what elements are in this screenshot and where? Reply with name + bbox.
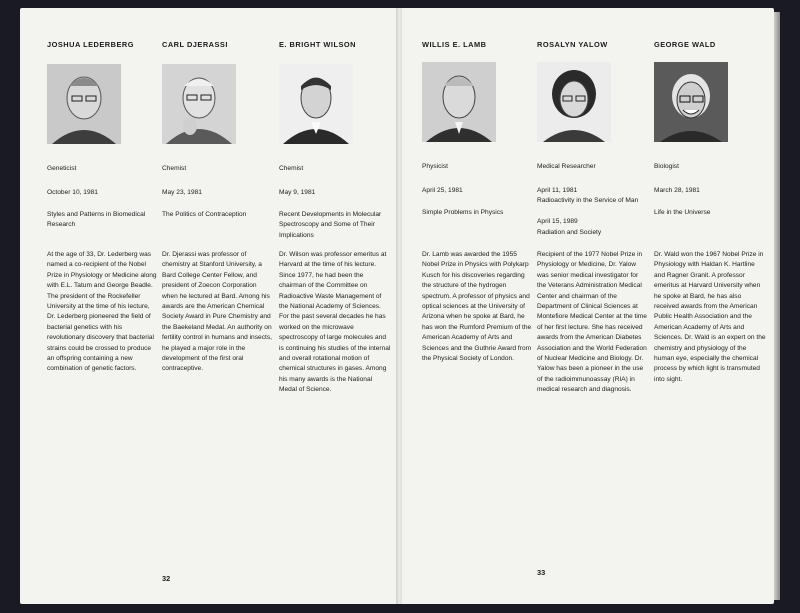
profession: Geneticist bbox=[47, 165, 77, 172]
biography: Dr. Wald won the 1967 Nobel Prize in Physiology with Haldan K. Hartline and Ragner Granit. A professor emeritus at Harvard University when he spoke at Bard, he has also received awards from the American Public Health Association and the American Academy of Arts and Sciences. Dr. Wald is an expert on the chemistry and physiology of the human eye, especially the chemical process by which light is transmuted into sight. bbox=[654, 251, 766, 383]
page-number: 32 bbox=[162, 574, 171, 583]
portrait-photo bbox=[47, 64, 121, 144]
right-page bbox=[402, 8, 774, 604]
biography: Dr. Djerassi was professor of chemistry at Stanford University, a Bard College Center Fellow, and president of Zoecon Corporation when he lectured at Bard. Among his awards are the American Chemical Society Award in Pure Chemistry and the Baekeland Medal. An authority on fertility control in humans and insects, he played a major role in the development of the first oral contraceptive. bbox=[162, 251, 272, 373]
portrait-photo bbox=[537, 62, 611, 142]
left-page bbox=[20, 8, 398, 604]
lecture-date: March 28, 1981 bbox=[654, 187, 700, 194]
portrait-photo bbox=[279, 64, 353, 144]
person-portrait-icon bbox=[279, 64, 353, 144]
profession: Medical Researcher bbox=[537, 163, 596, 170]
biography: At the age of 33, Dr. Lederberg was named a co-recipient of the Nobel Prize in Physiology or Medicine along with E.L. Tatum and George Beadle. The president of the Rockefeller University at the time of his lecture, Dr. Lederberg pioneered the field of bacterial genetics with his revolutionary discovery that bacterial strains could be crossed to produce an offspring containing a new combination of genetic factors. bbox=[47, 251, 157, 373]
lecture-date: May 23, 1981 bbox=[162, 189, 202, 196]
portrait-photo bbox=[162, 64, 236, 144]
portrait-photo bbox=[654, 62, 728, 142]
scientist-name: ROSALYN YALOW bbox=[537, 40, 608, 49]
profession: Chemist bbox=[279, 165, 304, 172]
lecture-date: April 11, 1981 bbox=[537, 187, 578, 194]
page-number: 33 bbox=[537, 568, 546, 577]
scientist-name: GEORGE WALD bbox=[654, 40, 716, 49]
lecture-date: October 10, 1981 bbox=[47, 189, 98, 196]
lecture-date: April 25, 1981 bbox=[422, 187, 463, 194]
lecture-title: Radioactivity in the Service of Man bbox=[537, 197, 639, 205]
scientist-name: CARL DJERASSI bbox=[162, 40, 228, 49]
lecture-date: May 9, 1981 bbox=[279, 189, 316, 196]
lecture-date-second: April 15, 1989 bbox=[537, 218, 578, 226]
biography: Recipient of the 1977 Nobel Prize in Physiology or Medicine, Dr. Yalow was senior medical investigator for the Veterans Administration Medical Center and chairman of the Department of Clinical Sciences at Montefiore Medical Center at the time of her first lecture. She has received awards from the American Diabetes Association and the World Federation of Nuclear Medicine and Biology. Dr. Yalow has been a pioneer in the use of the radioimmunoassay (RIA) in medical research and diagnosis. bbox=[537, 251, 647, 394]
lecture-title-second: Radiation and Society bbox=[537, 228, 602, 236]
page-edge bbox=[774, 12, 780, 600]
lecture-title: Recent Developments in Molecular Spectroscopy and Some of Their Implications bbox=[279, 211, 382, 239]
person-portrait-icon bbox=[47, 64, 121, 144]
portrait-photo bbox=[422, 62, 496, 142]
lecture-title: Styles and Patterns in Biomedical Research bbox=[47, 211, 146, 229]
lecture-title: Life in the Universe bbox=[654, 209, 711, 216]
person-portrait-icon bbox=[162, 64, 236, 144]
biography: Dr. Wilson was professor emeritus at Harvard at the time of his lecture. Since 1977, he had been the chairman of the Committee on Radioactive Waste Management of the National Academy of Sciences. For the past several decades he has worked on the microwave spectroscopy of large molecules and is continuing his studies of the internal and overall rotational motion of chemical structures in gases. Among his many awards is the National Medal of Science. bbox=[279, 251, 391, 394]
biography: Dr. Lamb was awarded the 1955 Nobel Prize in Physics with Polykarp Kusch for his discoveries regarding the structure of the hydrogen spectrum. A professor of physics and optical sciences at the University of Arizona when he spoke at Bard, he has won the Rumford Premium of the American Academy of Arts and Sciences and the Guthrie Award from the Physical Society of London. bbox=[422, 251, 532, 363]
scientist-name: WILLIS E. LAMB bbox=[422, 40, 487, 49]
person-portrait-icon bbox=[422, 62, 496, 142]
person-portrait-icon bbox=[654, 62, 728, 142]
profession: Biologist bbox=[654, 163, 679, 170]
person-portrait-icon bbox=[537, 62, 611, 142]
profession: Chemist bbox=[162, 165, 187, 172]
profession: Physicist bbox=[422, 163, 449, 170]
scientist-name: E. BRIGHT WILSON bbox=[279, 40, 356, 49]
lecture-title: The Politics of Contraception bbox=[162, 211, 247, 218]
scientist-name: JOSHUA LEDERBERG bbox=[47, 40, 134, 49]
lecture-title: Simple Problems in Physics bbox=[422, 209, 504, 216]
